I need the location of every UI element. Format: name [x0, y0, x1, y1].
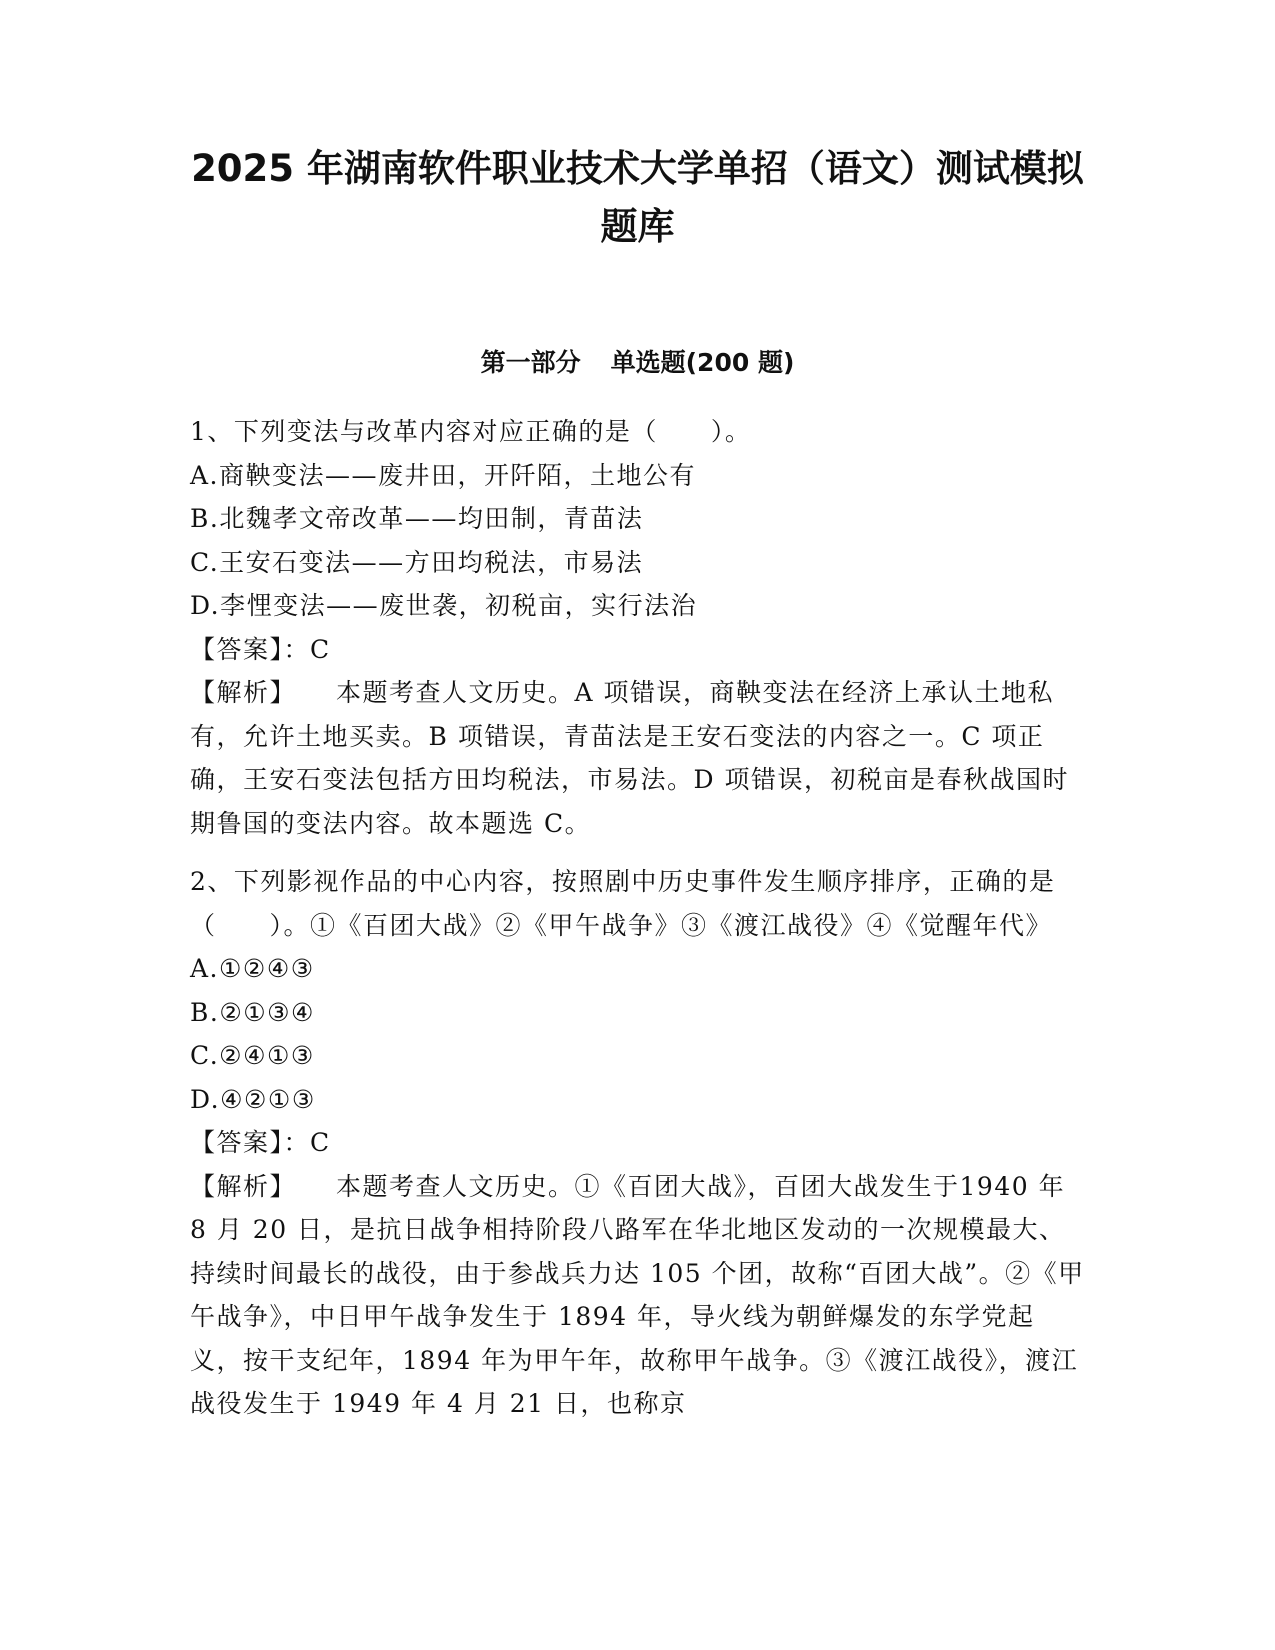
option-d: D.李悝变法——废世袭，初税亩，实行法治 — [190, 591, 698, 620]
analysis-text: 本题考查人文历史。A 项错误，商鞅变法在经济上承认土地私有，允许土地买卖。B 项错误，青苗法是王安石变法的内容之一。C 项正确，王安石变法包括方田均税法，市易法。D 项错误，初税亩是春秋战国时期鲁国的变法内容。故本题选 C。 — [190, 678, 1069, 838]
answer-label: 【答案】： — [190, 634, 311, 664]
section-heading — [150, 345, 1125, 381]
answer-line — [190, 628, 1085, 672]
option-c: C.②④①③ — [190, 1041, 315, 1070]
answer-value: C — [310, 1128, 331, 1157]
question-2 — [190, 860, 1085, 1426]
question-stem: 1、下列变法与改革内容对应正确的是（ ）。 — [190, 417, 752, 446]
analysis-paragraph — [190, 671, 1085, 845]
title-line-2: 题库 — [600, 205, 675, 248]
analysis-paragraph — [190, 1165, 1085, 1426]
option-c: C.王安石变法——方田均税法，市易法 — [190, 547, 644, 577]
analysis-text: 本题考查人文历史。①《百团大战》，百团大战发生于1940 年 8 月 20 日，是抗日战争相持阶段八路军在华北地区发动的一次规模最大、持续时间最长的战役，由于参战兵力达 105 个团，故称“百团大战”。②《甲午战争》，中日甲午战争发生于 1894 年，导火线为朝鲜爆发的东学党起义，按干支纪年，1894 年为甲午年，故称甲午战争。③《渡江战役》，渡江战役发生于 1949 年 4 月 21 日，也称京 — [190, 1171, 1085, 1418]
answer-value: C — [310, 634, 331, 664]
section-type: 单选题(200 题) — [610, 348, 795, 377]
option-b: B.北魏孝文帝改革——均田制，青苗法 — [190, 504, 644, 533]
option-a: A.商鞅变法——废井田，开阡陌，土地公有 — [190, 460, 697, 490]
section-part: 第一部分 — [480, 348, 581, 377]
question-list — [190, 410, 1085, 1441]
option-b: B.②①③④ — [190, 997, 315, 1027]
title-line-1: 2025 年湖南软件职业技术大学单招（语文）测试模拟 — [191, 147, 1084, 190]
option-d: D.④②①③ — [190, 1084, 316, 1114]
question-1 — [190, 410, 1085, 845]
answer-line — [190, 1121, 1085, 1165]
answer-label: 【答案】： — [190, 1128, 311, 1157]
analysis-label: 【解析】 — [190, 1171, 297, 1201]
analysis-label: 【解析】 — [190, 678, 297, 707]
option-a: A.①②④③ — [190, 954, 315, 983]
document-title — [150, 140, 1125, 256]
question-stem: 2、下列影视作品的中心内容，按照剧中历史事件发生顺序排序，正确的是（ ）。①《百团大战》②《甲午战争》③《渡江战役》④《觉醒年代》 — [190, 867, 1056, 940]
